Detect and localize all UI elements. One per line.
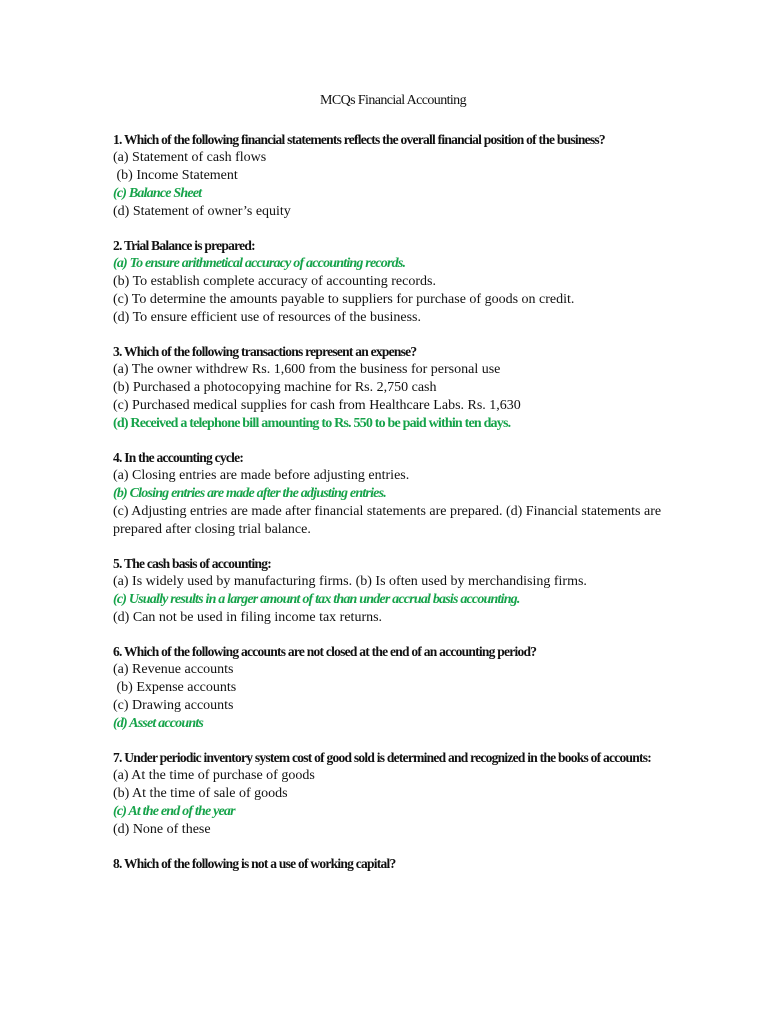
answer-option: (a) Is widely used by manufacturing firms. (b) Is often used by merchandising firms.: [113, 574, 587, 589]
question-text: 2. Trial Balance is prepared:: [113, 238, 255, 253]
document-page: [113, 92, 673, 889]
answer-option: (b) Purchased a photocopying machine for Rs. 2,750 cash: [113, 380, 437, 395]
correct-answer-option: (d) Asset accounts: [113, 716, 204, 731]
question-text: 3. Which of the following transactions represent an expense?: [113, 344, 417, 359]
answer-option: (c) Drawing accounts: [113, 698, 234, 713]
answer-option: (a) Statement of cash flows: [113, 150, 267, 165]
answer-option: (b) Income Statement: [113, 168, 238, 183]
question-block: [113, 449, 673, 539]
question-text: 6. Which of the following accounts are not closed at the end of an accounting period?: [113, 644, 537, 659]
question-block: [113, 749, 673, 839]
answer-option: (d) Can not be used in filing income tax returns.: [113, 610, 383, 625]
question-block: [113, 343, 673, 433]
document-title: MCQs Financial Accounting: [320, 93, 466, 108]
question-text: 8. Which of the following is not a use of working capital?: [113, 856, 396, 871]
question-block: [113, 131, 673, 221]
correct-answer-option: (c) Usually results in a larger amount of tax than under accrual basis accounting.: [113, 592, 520, 607]
question-block: [113, 237, 673, 327]
answer-option: (c) Purchased medical supplies for cash from Healthcare Labs. Rs. 1,630: [113, 398, 521, 413]
question-block: [113, 855, 673, 873]
question-text: 5. The cash basis of accounting:: [113, 556, 272, 571]
question-list: [113, 131, 673, 873]
correct-answer-option: (b) Closing entries are made after the adjusting entries.: [113, 486, 386, 501]
answer-option: (b) Expense accounts: [113, 680, 237, 695]
answer-option: (b) At the time of sale of goods: [113, 786, 288, 801]
correct-answer-option: (c) At the end of the year: [113, 804, 235, 819]
answer-option: (a) Closing entries are made before adjusting entries.: [113, 468, 410, 483]
question-text: 4. In the accounting cycle:: [113, 450, 244, 465]
correct-answer-option: (a) To ensure arithmetical accuracy of accounting records.: [113, 256, 406, 271]
answer-option: (d) To ensure efficient use of resources of the business.: [113, 310, 421, 325]
answer-option: (d) Statement of owner’s equity: [113, 204, 291, 219]
answer-option: (c) To determine the amounts payable to suppliers for purchase of goods on credit.: [113, 292, 575, 307]
question-text: 7. Under periodic inventory system cost of good sold is determined and recognized in the books of accounts:: [113, 750, 651, 765]
answer-option: (a) Revenue accounts: [113, 662, 234, 677]
correct-answer-option: (c) Balance Sheet: [113, 186, 202, 201]
question-text: 1. Which of the following financial statements reflects the overall financial position of the business?: [113, 132, 605, 147]
answer-option: (a) The owner withdrew Rs. 1,600 from the business for personal use: [113, 362, 501, 377]
answer-option: (a) At the time of purchase of goods: [113, 768, 315, 783]
answer-option: (c) Adjusting entries are made after financial statements are prepared. (d) Financial statements are prepared after closing trial balance.: [113, 504, 665, 537]
correct-answer-option: (d) Received a telephone bill amounting to Rs. 550 to be paid within ten days.: [113, 416, 511, 431]
answer-option: (b) To establish complete accuracy of accounting records.: [113, 274, 436, 289]
answer-option: (d) None of these: [113, 822, 211, 837]
question-block: [113, 555, 673, 627]
question-block: [113, 643, 673, 733]
